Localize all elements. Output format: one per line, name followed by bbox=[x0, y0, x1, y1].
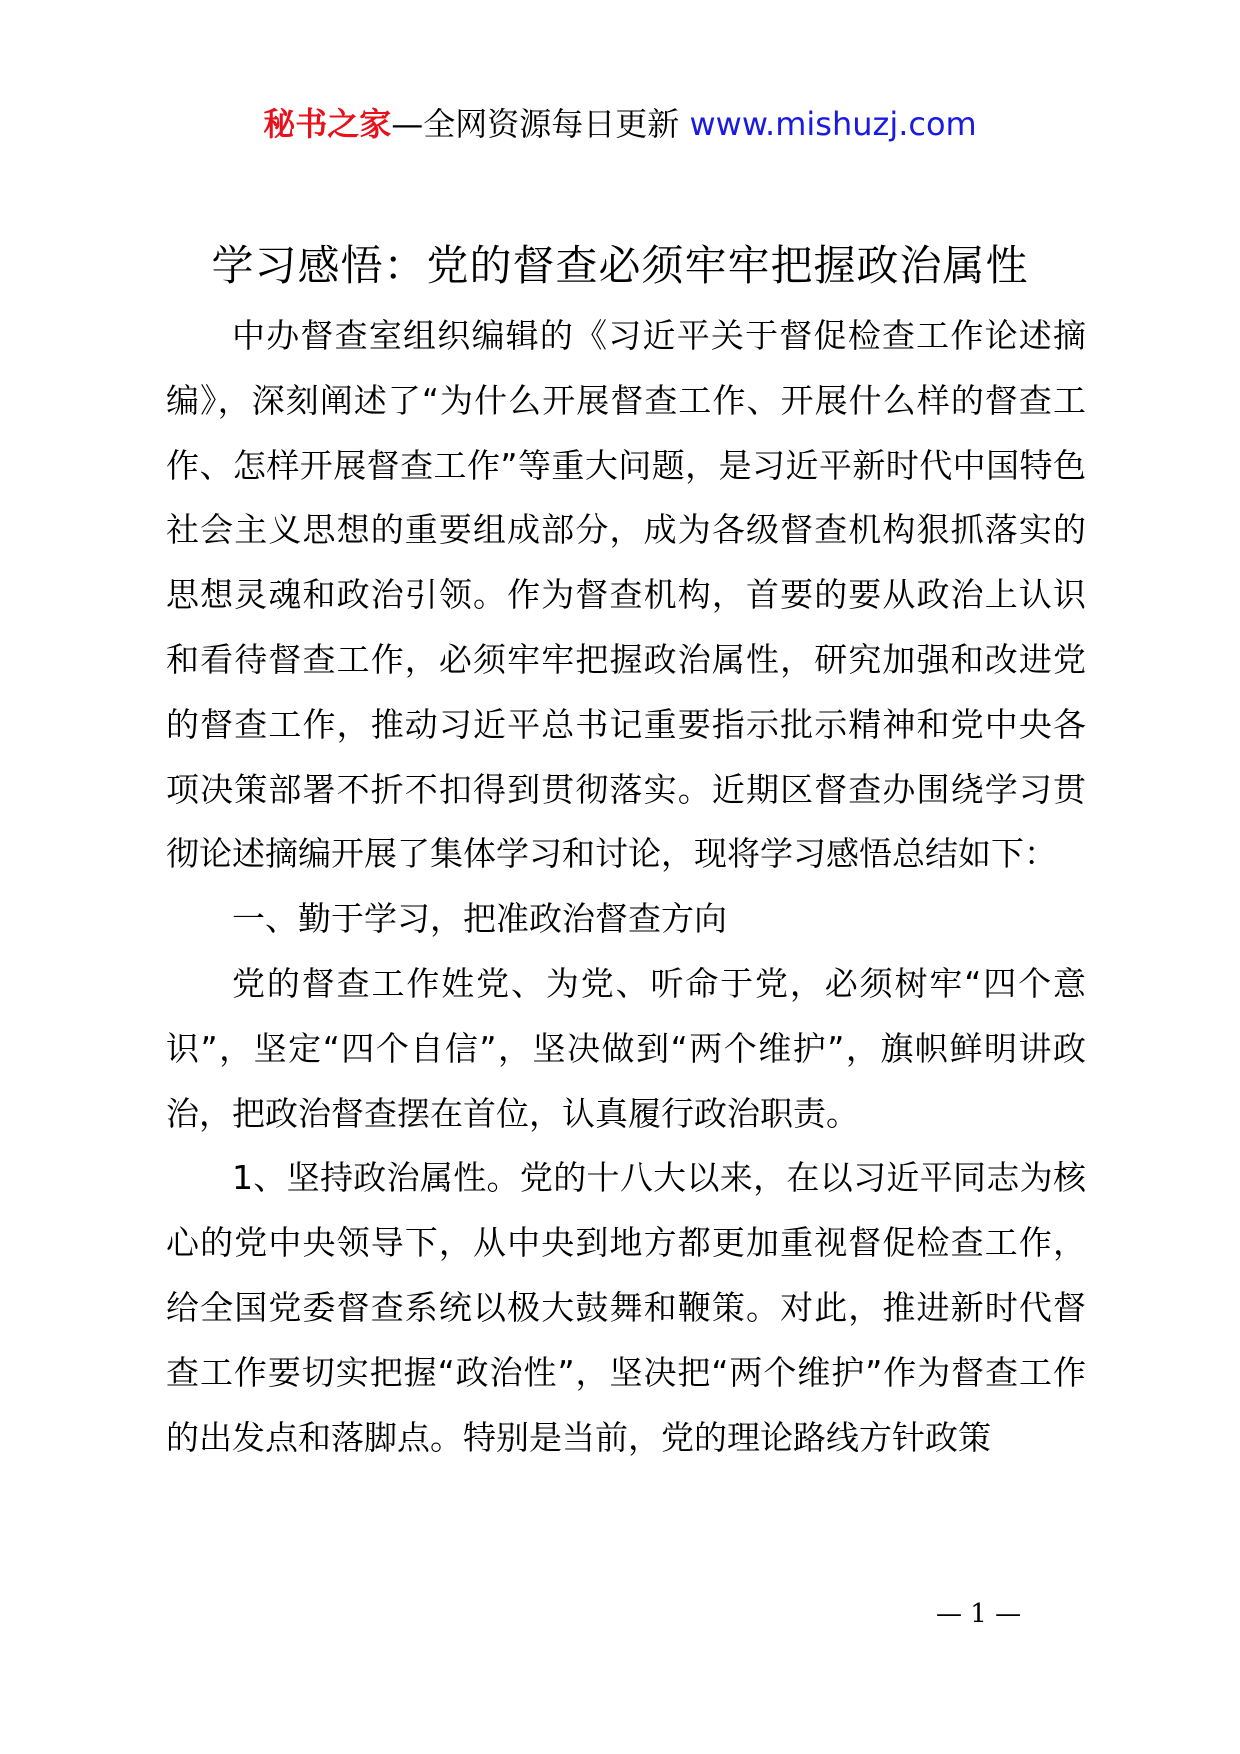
paragraph-intro: 中办督查室组织编辑的《习近平关于督促检查工作论述摘编》，深刻阐述了“为什么开展督查工作、开展什么样的督查工作、怎样开展督查工作”等重大问题，是习近平新时代中国特色社会主义思想的重要组成部分，成为各级督查机构狠抓落实的思想灵魂和政治引领。作为督查机构，首要的要从政治上认识和看待督查工作，必须牢牢把握政治属性，研究加强和改进党的督查工作，推动习近平总书记重要指示批示精神和党中央各项决策部署不折不扣得到贯彻落实。近期区督查办围绕学习贯彻论述摘编开展了集体学习和讨论，现将学习感悟总结如下： bbox=[166, 316, 1086, 874]
paragraph-point-1: 1、坚持政治属性。党的十八大以来，在以习近平同志为核心的党中央领导下，从中央到地方都更加重视督促检查工作，给全国党委督查系统以极大鼓舞和鞭策。对此，推进新时代督查工作要切实把握“政治性”，坚决把“两个维护”作为督查工作的出发点和落脚点。特别是当前，党的理论路线方针政策 bbox=[166, 1158, 1086, 1457]
site-header bbox=[0, 100, 1240, 148]
document-body bbox=[166, 304, 1086, 1470]
paragraph-section-1: 党的督查工作姓党、为党、听命于党，必须树牢“四个意识”，坚定“四个自信”，坚决做到“两个维护”，旗帜鲜明讲政治，把政治督查摆在首位，认真履行政治职责。 bbox=[166, 963, 1086, 1133]
section-heading-1: 一、勤于学习，把准政治督查方向 bbox=[232, 899, 727, 939]
page-number: — 1 — bbox=[936, 1599, 1022, 1629]
site-tagline: —全网资源每日更新 bbox=[391, 105, 690, 143]
site-brand: 秘书之家 bbox=[263, 105, 392, 143]
site-url-link[interactable]: www.mishuzj.com bbox=[689, 105, 977, 143]
document-title: 学习感悟：党的督查必须牢牢把握政治属性 bbox=[211, 241, 1029, 290]
